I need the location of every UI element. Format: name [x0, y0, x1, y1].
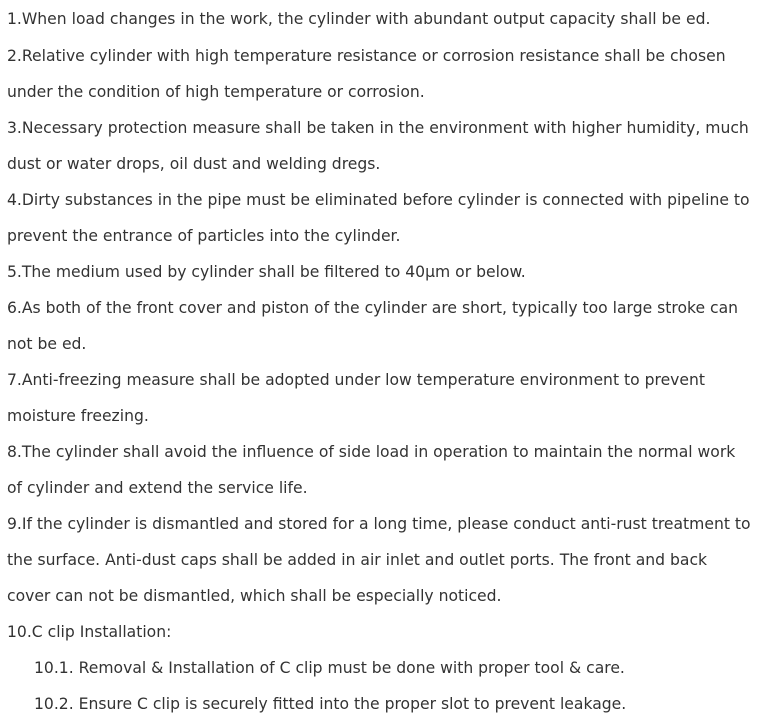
note-6 [7, 290, 758, 362]
note-line: 2.Relative cylinder with high temperature resistance or corrosion resistance shall be chosen [7, 47, 726, 65]
note-4 [7, 182, 758, 254]
note-line: 1.When load changes in the work, the cylinder with abundant output capacity shall be ed. [7, 10, 711, 28]
note-7 [7, 362, 758, 434]
note-line: 5.The medium used by cylinder shall be filtered to 40μm or below. [7, 263, 526, 281]
document-body [7, 0, 758, 722]
note-line: under the condition of high temperature or corrosion. [7, 83, 425, 101]
note-line: 6.As both of the front cover and piston of the cylinder are short, typically too large stroke can [7, 299, 739, 317]
note-10 [7, 614, 758, 722]
sub-note-10-1: 10.1. Removal & Installation of C clip must be done with proper tool & care. [34, 659, 625, 677]
note-5 [7, 254, 758, 290]
note-line: of cylinder and extend the service life. [7, 479, 308, 497]
note-line: not be ed. [7, 335, 87, 353]
note-8 [7, 434, 758, 506]
note-line: 10.C clip Installation: [7, 623, 172, 641]
note-3 [7, 110, 758, 182]
note-line: moisture freezing. [7, 407, 149, 425]
note-line: prevent the entrance of particles into the cylinder. [7, 227, 401, 245]
note-line: 3.Necessary protection measure shall be taken in the environment with higher humidity, much [7, 119, 749, 137]
note-line: cover can not be dismantled, which shall be especially noticed. [7, 587, 502, 605]
note-2 [7, 38, 758, 110]
note-line: 4.Dirty substances in the pipe must be eliminated before cylinder is connected with pipeline to [7, 191, 750, 209]
sub-note-10-2: 10.2. Ensure C clip is securely fitted into the proper slot to prevent leakage. [34, 695, 627, 713]
note-line: 9.If the cylinder is dismantled and stored for a long time, please conduct anti-rust treatment to [7, 515, 751, 533]
note-9 [7, 506, 758, 614]
note-line: the surface. Anti-dust caps shall be added in air inlet and outlet ports. The front and back [7, 551, 708, 569]
note-line: 8.The cylinder shall avoid the influence of side load in operation to maintain the normal work [7, 443, 736, 461]
note-line: dust or water drops, oil dust and welding dregs. [7, 155, 381, 173]
note-line: 7.Anti-freezing measure shall be adopted under low temperature environment to prevent [7, 371, 706, 389]
note-1 [7, 0, 758, 38]
